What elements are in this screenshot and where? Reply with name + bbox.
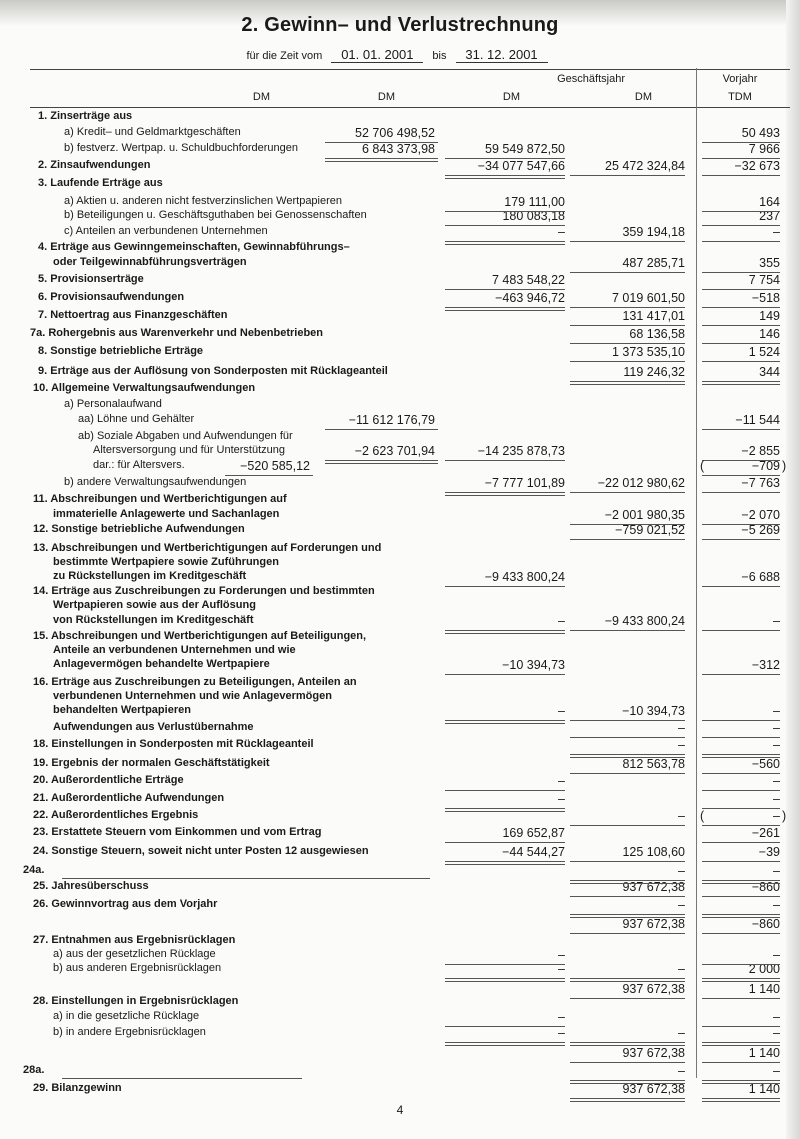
underline bbox=[702, 842, 780, 843]
value-c3: 125 108,60 bbox=[622, 845, 685, 859]
value-c4: – bbox=[773, 704, 780, 718]
value-c2: 59 549 872,50 bbox=[485, 142, 565, 156]
header-bottom-rule bbox=[30, 107, 790, 108]
underline bbox=[445, 158, 565, 159]
underline bbox=[445, 790, 565, 791]
header-col3-dm: DM bbox=[634, 91, 652, 103]
underline bbox=[702, 241, 780, 242]
underline bbox=[702, 361, 780, 362]
underline bbox=[702, 211, 780, 212]
row-label: a) in die gesetzliche Rücklage bbox=[53, 1010, 200, 1022]
double-underline bbox=[325, 158, 438, 162]
row-label: b) andere Verwaltungsaufwendungen bbox=[64, 476, 247, 488]
double-underline bbox=[325, 460, 438, 464]
row-label: b) in andere Ergebnisrücklagen bbox=[53, 1026, 206, 1038]
value-c4: 164 bbox=[759, 195, 780, 209]
value-c3: 487 285,71 bbox=[622, 256, 685, 270]
double-underline bbox=[570, 978, 685, 982]
row-label: b) aus anderen Ergebnisrücklagen bbox=[53, 962, 222, 974]
row-label: c) Anteilen an verbundenen Unternehmen bbox=[64, 225, 268, 237]
underline bbox=[702, 825, 780, 826]
value-c4: 1 140 bbox=[748, 1082, 780, 1096]
underline bbox=[702, 773, 780, 774]
underline bbox=[702, 524, 780, 525]
value-c2: −10 394,73 bbox=[502, 658, 565, 672]
value-c3: – bbox=[678, 721, 685, 735]
value-c3: 7 019 601,50 bbox=[612, 291, 685, 305]
underline bbox=[702, 307, 780, 308]
underline bbox=[702, 998, 780, 999]
statement-row bbox=[0, 792, 800, 810]
row-label: verbundenen Unternehmen und wie Anlagevermögen bbox=[53, 690, 332, 702]
underline bbox=[702, 429, 780, 430]
underline bbox=[570, 241, 685, 242]
underline bbox=[702, 460, 780, 461]
value-c3: 812 563,78 bbox=[622, 757, 685, 771]
double-underline bbox=[570, 1098, 685, 1102]
double-underline bbox=[445, 307, 565, 311]
row-label: 21. Außerordentliche Aufwendungen bbox=[33, 792, 225, 804]
underline bbox=[570, 524, 685, 525]
row-label: 9. Erträge aus der Auflösung von Sonderposten mit Rücklageanteil bbox=[38, 365, 388, 377]
row-label: 5. Provisionserträge bbox=[38, 273, 144, 285]
value-c1: −11 612 176,79 bbox=[348, 413, 435, 427]
value-c2: – bbox=[558, 704, 565, 718]
value-c3: −759 021,52 bbox=[615, 523, 685, 537]
value-c2: – bbox=[558, 792, 565, 806]
value-c3: 937 672,38 bbox=[622, 1082, 685, 1096]
value-c3: −9 433 800,24 bbox=[604, 614, 685, 628]
double-underline bbox=[702, 1080, 780, 1084]
underline bbox=[445, 674, 565, 675]
underline bbox=[445, 964, 565, 965]
double-underline bbox=[445, 630, 565, 634]
row-label: a) Personalaufwand bbox=[64, 398, 162, 410]
value-c4: −32 673 bbox=[734, 159, 780, 173]
value-c2: – bbox=[558, 774, 565, 788]
value-c4: −6 688 bbox=[741, 570, 780, 584]
row-label: 28. Einstellungen in Ergebnisrücklagen bbox=[33, 995, 239, 1007]
double-underline bbox=[445, 978, 565, 982]
underline bbox=[702, 586, 780, 587]
value-c4: – bbox=[773, 864, 780, 878]
row-label: a) aus der gesetzlichen Rücklage bbox=[53, 948, 216, 960]
double-underline bbox=[570, 880, 685, 884]
row-label: 3. Laufende Erträge aus bbox=[38, 177, 163, 189]
row-label: 29. Bilanzgewinn bbox=[33, 1082, 122, 1094]
header-col4-tdm: TDM bbox=[728, 91, 752, 103]
row-label: 24. Sonstige Steuern, soweit nicht unter Posten 12 ausgewiesen bbox=[33, 845, 369, 857]
underline bbox=[702, 1062, 780, 1063]
value-c4: 1 140 bbox=[748, 982, 780, 996]
value-c3: – bbox=[678, 1026, 685, 1040]
double-underline bbox=[702, 914, 780, 918]
double-underline bbox=[445, 808, 565, 812]
close-paren: ) bbox=[782, 809, 787, 823]
value-c3: 25 472 324,84 bbox=[605, 159, 685, 173]
underline bbox=[570, 325, 685, 326]
row-label: 1. Zinserträge aus bbox=[38, 110, 133, 122]
value-c3: −10 394,73 bbox=[622, 704, 685, 718]
value-c4: 1 524 bbox=[748, 345, 780, 359]
double-underline bbox=[445, 175, 565, 179]
value-c3: – bbox=[678, 864, 685, 878]
open-paren: ( bbox=[700, 459, 705, 473]
period-mid: bis bbox=[432, 50, 447, 62]
row-label: zu Rückstellungen im Kreditgeschäft bbox=[53, 570, 247, 582]
row-label: bestimmte Wertpapiere sowie Zuführungen bbox=[53, 556, 279, 568]
value-c3: 937 672,38 bbox=[622, 880, 685, 894]
header-top-rule bbox=[30, 69, 790, 70]
underline bbox=[445, 842, 565, 843]
value-c4: 344 bbox=[759, 365, 780, 379]
blank-fill-line bbox=[62, 878, 430, 879]
underline bbox=[702, 225, 780, 226]
underline bbox=[225, 475, 313, 476]
underline bbox=[325, 429, 438, 430]
value-c4: – bbox=[773, 225, 780, 239]
value-c4: −7 763 bbox=[741, 476, 780, 490]
row-label: immaterielle Anlagewerte und Sachanlagen bbox=[53, 508, 280, 520]
underline bbox=[570, 272, 685, 273]
row-label: 19. Ergebnis der normalen Geschäftstätigkeit bbox=[33, 757, 270, 769]
value-c2: −463 946,72 bbox=[495, 291, 565, 305]
value-c2: −44 544,27 bbox=[502, 845, 565, 859]
double-underline bbox=[702, 880, 780, 884]
underline bbox=[570, 861, 685, 862]
underline bbox=[702, 933, 780, 934]
underline bbox=[570, 720, 685, 721]
underline bbox=[702, 720, 780, 721]
double-underline bbox=[570, 1080, 685, 1084]
double-underline bbox=[702, 381, 780, 385]
value-c2: – bbox=[558, 962, 565, 976]
underline bbox=[702, 492, 780, 493]
value-c4: – bbox=[773, 1010, 780, 1024]
statement-row bbox=[0, 273, 800, 291]
double-underline bbox=[445, 720, 565, 724]
value-c2: 169 652,87 bbox=[502, 826, 565, 840]
row-label: 10. Allgemeine Verwaltungsaufwendungen bbox=[33, 382, 256, 394]
value-c4: −5 269 bbox=[741, 523, 780, 537]
double-underline bbox=[702, 1042, 780, 1046]
underline bbox=[702, 861, 780, 862]
underline bbox=[702, 896, 780, 897]
statement-row bbox=[0, 774, 800, 792]
underline bbox=[570, 492, 685, 493]
underline bbox=[702, 737, 780, 738]
value-c2: −7 777 101,89 bbox=[484, 476, 565, 490]
underline bbox=[570, 773, 685, 774]
row-label: 14. Erträge aus Zuschreibungen zu Forderungen und bestimmten bbox=[33, 585, 375, 597]
value-c2: −9 433 800,24 bbox=[484, 570, 565, 584]
value-c3: 68 136,58 bbox=[629, 327, 685, 341]
underline bbox=[702, 325, 780, 326]
value-c3: 1 373 535,10 bbox=[612, 345, 685, 359]
double-underline bbox=[702, 754, 780, 758]
value-c4: −312 bbox=[751, 658, 780, 672]
row-label: 24a. bbox=[23, 864, 45, 876]
value-c0: −520 585,12 bbox=[240, 459, 310, 473]
value-c2: – bbox=[558, 1026, 565, 1040]
value-c4: – bbox=[773, 721, 780, 735]
underline bbox=[702, 343, 780, 344]
row-label: 23. Erstattete Steuern vom Einkommen und vom Ertrag bbox=[33, 826, 322, 838]
value-c4: – bbox=[773, 1026, 780, 1040]
row-label: b) Beteiligungen u. Geschäftsguthaben bei Genossenschaften bbox=[64, 209, 367, 221]
underline bbox=[702, 475, 780, 476]
row-label: 16. Erträge aus Zuschreibungen zu Beteiligungen, Anteilen an bbox=[33, 676, 357, 688]
underline bbox=[570, 307, 685, 308]
underline bbox=[570, 539, 685, 540]
row-label: 2. Zinsaufwendungen bbox=[38, 159, 151, 171]
row-label: 8. Sonstige betriebliche Erträge bbox=[38, 345, 204, 357]
row-label: dar.: für Altersvers. bbox=[93, 459, 185, 471]
statement-row bbox=[0, 658, 800, 676]
value-c4: −860 bbox=[751, 917, 780, 931]
value-c3: 937 672,38 bbox=[622, 982, 685, 996]
row-label: a) Kredit– und Geldmarktgeschäften bbox=[64, 126, 241, 138]
underline bbox=[702, 539, 780, 540]
underline bbox=[445, 1026, 565, 1027]
double-underline bbox=[570, 1042, 685, 1046]
value-c3: – bbox=[678, 1064, 685, 1078]
value-c4: – bbox=[773, 614, 780, 628]
underline bbox=[570, 1062, 685, 1063]
value-c4: – bbox=[773, 948, 780, 962]
row-label: oder Teilgewinnabführungsverträgen bbox=[53, 256, 247, 268]
row-label: Altersversorgung und für Unterstützung bbox=[93, 444, 285, 456]
value-c3: 937 672,38 bbox=[622, 1046, 685, 1060]
row-label: 18. Einstellungen in Sonderposten mit Rücklageanteil bbox=[33, 738, 314, 750]
value-c3: 131 417,01 bbox=[622, 309, 685, 323]
underline bbox=[325, 142, 438, 143]
value-c4: −518 bbox=[751, 291, 780, 305]
header-col1-dm: DM bbox=[377, 91, 395, 103]
row-label: 28a. bbox=[23, 1064, 45, 1076]
value-c1: 6 843 373,98 bbox=[362, 142, 435, 156]
underline bbox=[570, 825, 685, 826]
value-c4: 7 754 bbox=[748, 273, 780, 287]
header-vorjahr: Vorjahr bbox=[722, 73, 758, 85]
header-col2-dm: DM bbox=[502, 91, 520, 103]
row-label: von Rückstellungen im Kreditgeschäft bbox=[53, 614, 254, 626]
value-c3: −22 012 980,62 bbox=[597, 476, 685, 490]
value-c3: – bbox=[678, 962, 685, 976]
value-c4: 7 966 bbox=[748, 142, 780, 156]
value-c2: – bbox=[558, 614, 565, 628]
underline bbox=[570, 630, 685, 631]
value-c1: 52 706 498,52 bbox=[355, 126, 435, 140]
underline bbox=[702, 175, 780, 176]
value-c2: −14 235 878,73 bbox=[477, 444, 565, 458]
close-paren: ) bbox=[782, 459, 787, 473]
value-c4: 2 000 bbox=[748, 962, 780, 976]
underline bbox=[445, 289, 565, 290]
period-from: 01. 01. 2001 bbox=[331, 47, 423, 63]
underline bbox=[702, 790, 780, 791]
underline bbox=[570, 896, 685, 897]
underline bbox=[702, 964, 780, 965]
row-label: 4. Erträge aus Gewinngemeinschaften, Gewinnabführungs– bbox=[38, 241, 350, 253]
underline bbox=[702, 674, 780, 675]
value-c2: – bbox=[558, 225, 565, 239]
value-c3: – bbox=[678, 738, 685, 752]
value-c4: 1 140 bbox=[748, 1046, 780, 1060]
row-label: 27. Entnahmen aus Ergebnisrücklagen bbox=[33, 934, 236, 946]
value-c4: – bbox=[773, 1064, 780, 1078]
period-line bbox=[0, 47, 800, 63]
row-label: behandelten Wertpapieren bbox=[53, 704, 191, 716]
row-label: Anlagevermögen behandelte Wertpapiere bbox=[53, 658, 270, 670]
value-c4: −11 544 bbox=[735, 413, 780, 427]
row-label: 6. Provisionsaufwendungen bbox=[38, 291, 185, 303]
value-c2: 179 111,00 bbox=[504, 195, 565, 209]
row-label: Anteile an verbundenen Unternehmen und wie bbox=[53, 644, 296, 656]
row-label: 11. Abschreibungen und Wertberichtigungen auf bbox=[33, 493, 287, 505]
row-label: a) Aktien u. anderen nicht festverzinslichen Wertpapieren bbox=[64, 195, 343, 207]
value-c3: 937 672,38 bbox=[622, 917, 685, 931]
underline bbox=[445, 225, 565, 226]
underline bbox=[702, 289, 780, 290]
open-paren: ( bbox=[700, 809, 705, 823]
double-underline bbox=[570, 381, 685, 385]
row-label: 7. Nettoertrag aus Finanzgeschäften bbox=[38, 309, 228, 321]
value-c4: −261 bbox=[751, 826, 780, 840]
value-c3: – bbox=[678, 898, 685, 912]
row-label: b) festverz. Wertpap. u. Schuldbuchforderungen bbox=[64, 142, 298, 154]
double-underline bbox=[570, 754, 685, 758]
value-c2: – bbox=[558, 1010, 565, 1024]
underline bbox=[445, 211, 565, 212]
underline bbox=[570, 998, 685, 999]
value-c4: −709 bbox=[751, 459, 780, 473]
value-c4: 149 bbox=[759, 309, 780, 323]
underline bbox=[570, 175, 685, 176]
value-c4: −560 bbox=[751, 757, 780, 771]
underline bbox=[702, 630, 780, 631]
row-label: 7a. Rohergebnis aus Warenverkehr und Nebenbetrieben bbox=[30, 327, 324, 339]
underline bbox=[702, 142, 780, 143]
statement-row bbox=[0, 177, 800, 195]
underline bbox=[702, 272, 780, 273]
value-c4: 237 bbox=[759, 209, 780, 223]
row-label: 25. Jahresüberschuss bbox=[33, 880, 149, 892]
value-c4: −2 070 bbox=[741, 508, 780, 522]
underline bbox=[570, 933, 685, 934]
row-label: Aufwendungen aus Verlustübernahme bbox=[53, 721, 254, 733]
row-label: 20. Außerordentliche Erträge bbox=[33, 774, 184, 786]
row-label: Wertpapieren sowie aus der Auflösung bbox=[53, 599, 256, 611]
double-underline bbox=[702, 1098, 780, 1102]
underline bbox=[570, 361, 685, 362]
underline bbox=[702, 158, 780, 159]
double-underline bbox=[445, 492, 565, 496]
value-c2: −34 077 547,66 bbox=[477, 159, 565, 173]
double-underline bbox=[445, 1042, 565, 1046]
period-prefix: für die Zeit vom bbox=[246, 50, 323, 62]
value-c4: −2 855 bbox=[741, 444, 780, 458]
period-to: 31. 12. 2001 bbox=[456, 47, 548, 63]
row-label: aa) Löhne und Gehälter bbox=[78, 413, 195, 425]
value-c3: 119 246,32 bbox=[623, 365, 685, 379]
header-col0-dm: DM bbox=[252, 91, 270, 103]
value-c4: – bbox=[773, 738, 780, 752]
value-c4: 146 bbox=[759, 327, 780, 341]
underline bbox=[445, 586, 565, 587]
value-c4: −860 bbox=[751, 880, 780, 894]
header-geschaeftsjahr: Geschäftsjahr bbox=[557, 73, 625, 85]
page-title: 2. Gewinn– und Verlustrechnung bbox=[241, 14, 559, 36]
value-c4: 50 493 bbox=[741, 126, 780, 140]
value-c4: 355 bbox=[759, 256, 780, 270]
double-underline bbox=[570, 914, 685, 918]
row-label: 13. Abschreibungen und Wertberichtigungen auf Forderungen und bbox=[33, 542, 382, 554]
row-label: ab) Soziale Abgaben und Aufwendungen für bbox=[78, 430, 293, 442]
value-c2: – bbox=[558, 948, 565, 962]
blank-fill-line bbox=[62, 1078, 302, 1079]
value-c3: – bbox=[678, 809, 685, 823]
value-c2: 180 083,18 bbox=[502, 209, 565, 223]
underline bbox=[570, 737, 685, 738]
statement-row bbox=[0, 826, 800, 844]
value-c4: – bbox=[773, 809, 780, 823]
row-label: 26. Gewinnvortrag aus dem Vorjahr bbox=[33, 898, 218, 910]
value-c4: – bbox=[773, 792, 780, 806]
value-c3: 359 194,18 bbox=[622, 225, 685, 239]
underline bbox=[445, 460, 565, 461]
value-c4: – bbox=[773, 898, 780, 912]
underline bbox=[702, 1026, 780, 1027]
underline bbox=[702, 808, 780, 809]
value-c3: −2 001 980,35 bbox=[604, 508, 685, 522]
underline bbox=[570, 343, 685, 344]
row-label: 22. Außerordentliches Ergebnis bbox=[33, 809, 199, 821]
double-underline bbox=[445, 861, 565, 865]
row-label: 15. Abschreibungen und Wertberichtigungen auf Beteiligungen, bbox=[33, 630, 367, 642]
double-underline bbox=[445, 241, 565, 245]
value-c2: 7 483 548,22 bbox=[492, 273, 565, 287]
double-underline bbox=[702, 978, 780, 982]
value-c1: −2 623 701,94 bbox=[354, 444, 435, 458]
page-number: 4 bbox=[396, 1103, 404, 1117]
value-c4: −39 bbox=[758, 845, 780, 859]
row-label: 12. Sonstige betriebliche Aufwendungen bbox=[33, 523, 245, 535]
value-c4: – bbox=[773, 774, 780, 788]
